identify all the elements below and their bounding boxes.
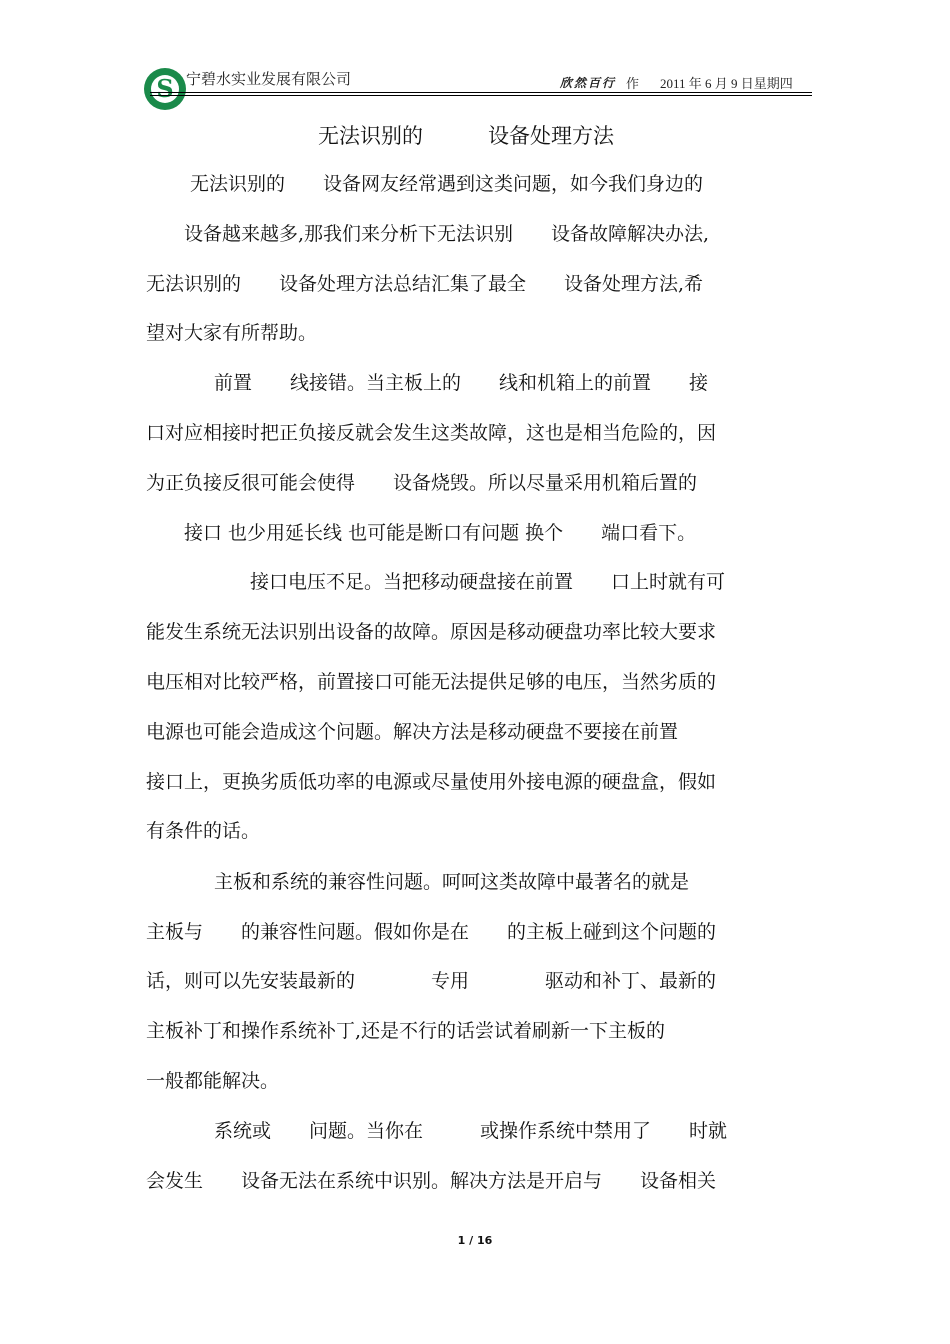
body-line: 主板补丁和操作系统补丁,还是不行的话尝试着刷新一下主板的	[146, 1020, 666, 1042]
body-line: 能发生系统无法识别出设备的故障。原因是移动硬盘功率比较大要求	[146, 621, 717, 643]
body-line: 系统或 问题。当你在 或操作系统中禁用了 时就	[214, 1120, 728, 1142]
company-logo	[142, 66, 188, 112]
title-part-2: 设备处理方法	[488, 124, 614, 148]
page-header	[140, 62, 812, 102]
body-line: 无法识别的 设备网友经常遇到这类问题，如今我们身边的	[190, 173, 704, 195]
body-line: 接口上，更换劣质低功率的电源或尽量使用外接电源的硬盘盒，假如	[146, 771, 717, 793]
body-line: 有条件的话。	[146, 820, 261, 842]
body-line: 前置 线接错。当主板上的 线和机箱上的前置 接	[214, 372, 709, 394]
body-line: 为正负接反很可能会使得 设备烧毁。所以尽量采用机箱后置的	[146, 472, 698, 494]
logo-letter: S	[156, 74, 174, 103]
body-line: 望对大家有所帮助。	[146, 322, 318, 344]
header-date: 2011 年 6 月 9 日星期四	[660, 76, 793, 91]
body-line: 无法识别的 设备处理方法总结汇集了最全 设备处理方法,希	[146, 273, 704, 295]
author-name: 欣然百行	[560, 76, 617, 90]
body-line: 电压相对比较严格，前置接口可能无法提供足够的电压，当然劣质的	[146, 671, 717, 693]
body-line: 设备越来越多,那我们来分析下无法识别 设备故障解决办法,	[184, 223, 710, 245]
header-rule	[150, 92, 812, 93]
body-line: 接口电压不足。当把移动硬盘接在前置 口上时就有可	[250, 571, 726, 593]
made-label: 作	[626, 77, 640, 92]
body-line: 主板和系统的兼容性问题。呵呵这类故障中最著名的就是	[214, 871, 690, 893]
body-line: 一般都能解决。	[146, 1070, 280, 1092]
page-number: 1 / 16	[457, 1234, 493, 1247]
body-line: 话，则可以先安装最新的 专用 驱动和补丁、最新的	[146, 970, 717, 992]
body-line: 会发生 设备无法在系统中识别。解决方法是开启与 设备相关	[146, 1170, 717, 1192]
body-line: 口对应相接时把正负接反就会发生这类故障，这也是相当危险的，因	[146, 422, 717, 444]
title-part-1: 无法识别的	[318, 124, 423, 148]
body-line: 主板与 的兼容性问题。假如你是在 的主板上碰到这个问题的	[146, 921, 717, 943]
body-line: 电源也可能会造成这个问题。解决方法是移动硬盘不要接在前置	[146, 721, 679, 743]
header-rule-secondary	[150, 95, 812, 96]
company-name: 宁碧水实业发展有限公司	[186, 70, 352, 88]
body-line: 接口 也少用延长线 也可能是断口有问题 换个 端口看下。	[184, 522, 697, 544]
